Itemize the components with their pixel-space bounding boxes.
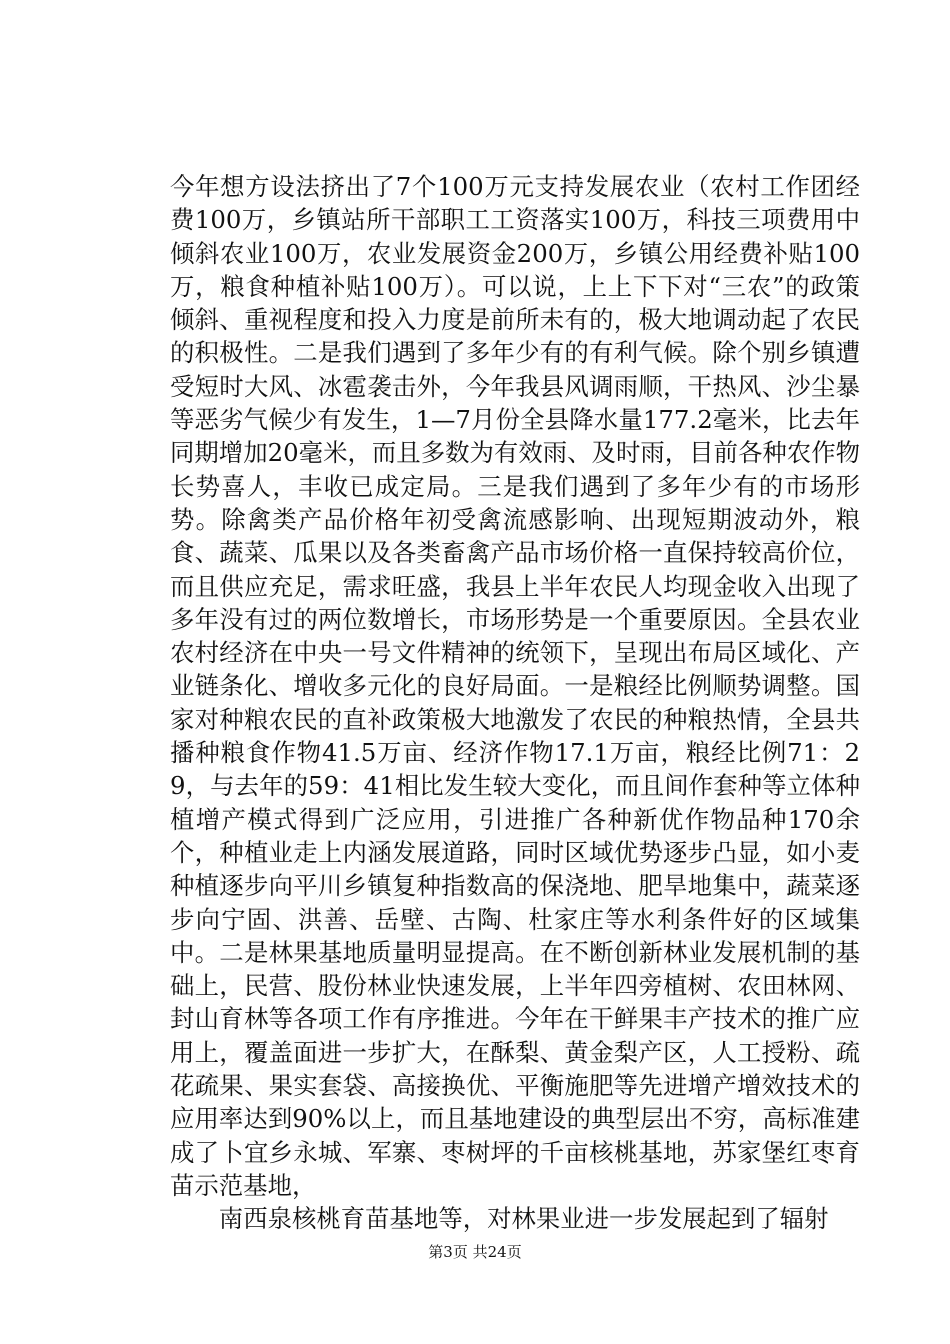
paragraph-1: 今年想方设法挤出了7个100万元支持发展农业（农村工作团经费100万，乡镇站所干部职工工资落实100万，科技三项费用中倾斜农业100万，农业发展资金200万，乡镇公用经费补贴100万，粮食种植补贴100万）。可以说，上上下下对“三农”的政策倾斜、重视程度和投入力度是前所未有的，极大地调动起了农民的积极性。二是我们遇到了多年少有的有利气候。除个别乡镇遭受短时大风、冰雹袭击外，今年我县风调雨顺，干热风、沙尘暴等恶劣气候少有发生，1—7月份全县降水量177.2毫米，比去年同期增加20毫米，而且多数为有效雨、及时雨，目前各种农作物长势喜人，丰收已成定局。三是我们遇到了多年少有的市场形势。除禽类产品价格年初受禽流感影响、出现短期波动外，粮食、蔬菜、瓜果以及各类畜禽产品市场价格一直保持较高价位，而且供应充足，需求旺盛，我县上半年农民人均现金收入出现了多年没有过的两位数增长，市场形势是一个重要原因。全县农业农村经济在中央一号文件精神的统领下，呈现出布局区域化、产业链条化、增收多元化的良好局面。一是粮经比例顺势调整。国家对种粮农民的直补政策极大地激发了农民的种粮热情，全县共播种粮食作物41.5万亩、经济作物17.1万亩，粮经比例71：29，与去年的59：41相比发生较大变化，而且间作套种等立体种植增产模式得到广泛应用，引进推广各种新优作物品种170余个，种植业走上内涵发展道路，同时区域优势逐步凸显，如小麦种植逐步向平川乡镇复种指数高的保浇地、肥旱地集中，蔬菜逐步向宁固、洪善、岳壁、古陶、杜家庄等水利条件好的区域集中。二是林果基地质量明显提高。在不断创新林业发展机制的基础上，民营、股份林业快速发展，上半年四旁植树、农田林网、封山育林等各项工作有序推进。今年在干鲜果丰产技术的推广应用上，覆盖面进一步扩大，在酥梨、黄金梨产区，人工授粉、疏花疏果、果实套袋、高接换优、平衡施肥等先进增产增效技术的应用率达到90%以上，而且基地建设的典型层出不穷，高标准建成了卜宜乡永城、军寨、枣树坪的千亩核桃基地，苏家堡红枣育苗示范基地， xyxy=(170,172,860,1200)
page-footer: 第3页 共24页 xyxy=(428,1243,522,1261)
body-text xyxy=(170,170,860,1236)
paragraph-2: 南西泉核桃育苗基地等，对林果业进一步发展起到了辐射 xyxy=(218,1204,829,1234)
